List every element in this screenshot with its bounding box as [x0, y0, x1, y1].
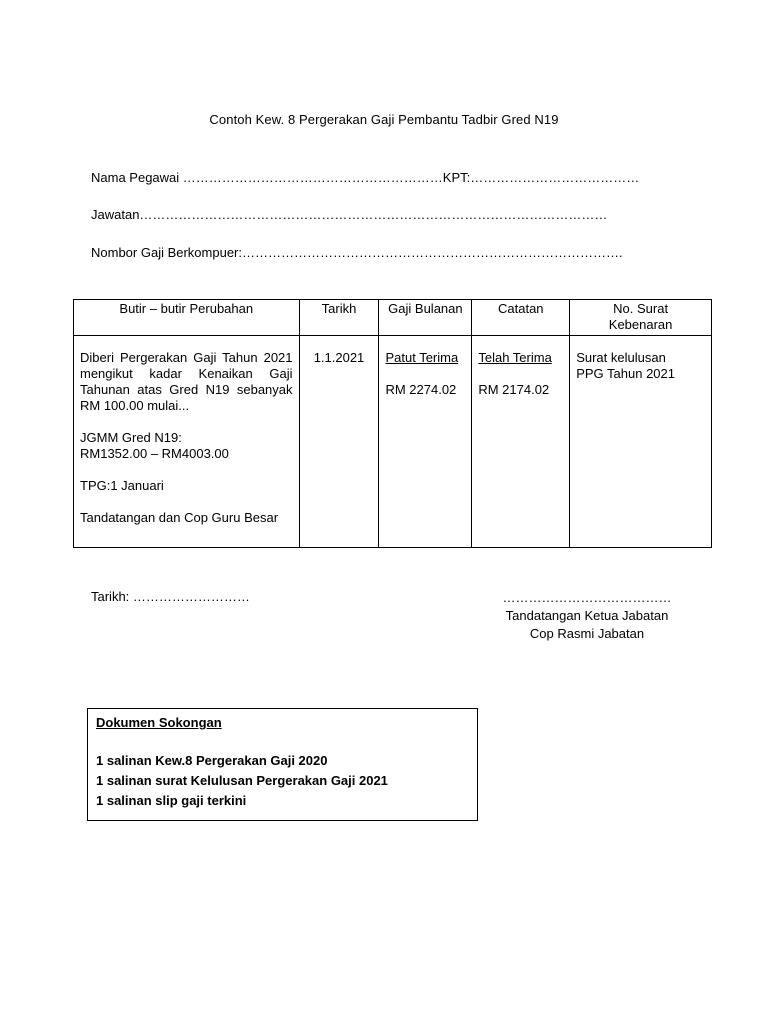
support-item: 1 salinan surat Kelulusan Pergerakan Gaji 2021 [96, 773, 388, 788]
header-no-surat [570, 300, 712, 336]
header-no-surat-line1: No. Surat [613, 301, 669, 316]
support-item: 1 salinan slip gaji terkini [96, 793, 247, 808]
cell-butir [74, 336, 300, 548]
dokumen-sokongan-heading: Dokumen Sokongan [96, 715, 222, 730]
cell-no-surat [570, 336, 712, 548]
telah-terima-label: Telah Terima [478, 350, 552, 365]
field-nombor-gaji: Nombor Gaji Berkompuer:……………………………………………………………………………. [91, 245, 623, 260]
tandatangan-line: Tandatangan dan Cop Guru Besar [80, 510, 279, 525]
cell-tarikh [299, 336, 379, 548]
field-nama-pegawai: Nama Pegawai ……………………………………………………KPT:………………………………… [91, 170, 640, 185]
signature-block [497, 589, 677, 643]
support-item: 1 salinan Kew.8 Pergerakan Gaji 2020 [96, 753, 328, 768]
signature-line2: Cop Rasmi Jabatan [529, 626, 645, 641]
document-title: Contoh Kew. 8 Pergerakan Gaji Pembantu Tadbir Gred N19 [209, 112, 559, 127]
butir-paragraph: Diberi Pergerakan Gaji Tahun 2021 mengikut kadar Kenaikan Gaji Tahunan atas Gred N19 sebanyak RM 100.00 mulai... [80, 350, 293, 413]
signature-dots: ………………………………… [502, 590, 672, 605]
jgmm-line1: JGMM Gred N19: [80, 430, 182, 445]
perubahan-table [73, 299, 712, 548]
surat-line1: Surat kelulusan [576, 350, 666, 365]
patut-terima-label: Patut Terima [385, 350, 459, 365]
header-gaji-bulanan: Gaji Bulanan [379, 300, 472, 336]
table-row [74, 336, 712, 548]
signature-tarikh: Tarikh: ……………………… [91, 589, 250, 604]
cell-gaji-bulanan [379, 336, 472, 548]
header-no-surat-line2: Kebenaran [608, 317, 673, 332]
field-jawatan: Jawatan……………………………………………………………………………………………… [91, 207, 608, 222]
header-butir: Butir – butir Perubahan [74, 300, 300, 336]
cell-catatan [472, 336, 570, 548]
table-header-row [74, 300, 712, 336]
header-tarikh: Tarikh [299, 300, 379, 336]
jgmm-line2: RM1352.00 – RM4003.00 [80, 446, 229, 461]
signature-line1: Tandatangan Ketua Jabatan [505, 608, 669, 623]
patut-terima-value: RM 2274.02 [385, 382, 457, 397]
header-catatan: Catatan [472, 300, 570, 336]
tarikh-value: 1.1.2021 [313, 350, 365, 365]
dokumen-sokongan-box [87, 708, 478, 821]
surat-line2: PPG Tahun 2021 [576, 366, 675, 381]
tpg-line: TPG:1 Januari [80, 478, 164, 493]
telah-terima-value: RM 2174.02 [478, 382, 550, 397]
